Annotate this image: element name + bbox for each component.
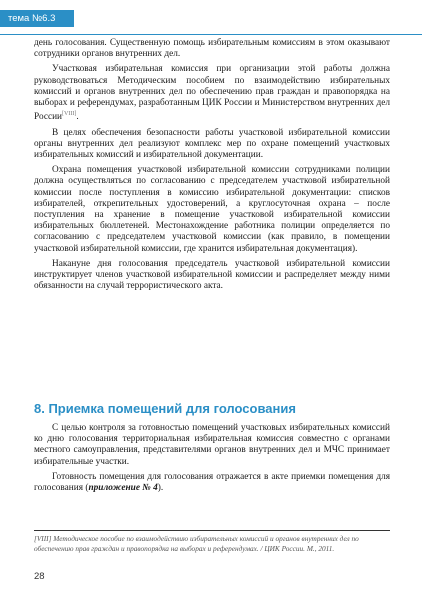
paragraph: В целях обеспечения безопасности работы участковой избирательной комиссии органы внутренних дел реализуют комплекс мер по охране помещений участковых избирательных комиссий и избирательной документации. xyxy=(34,127,390,160)
paragraph: Участковая избирательная комиссия при организации этой работы должна руководствоваться Методическим пособием по взаимодействию избирательных комиссий и органов внутренних дел по обеспечению прав граждан и правопорядка на выборах и референдумах, разработанным ЦИК России и Министерством внутренних дел России[VIII]. xyxy=(34,64,390,123)
paragraph: Охрана помещения участковой избирательной комиссии сотрудниками полиции должна осуществляться по согласованию с председателем участковой избирательной комиссии после поступления в комиссию избирательной документации: списков избирателей, открепительных удостоверений, а круглосуточная охрана – после поступления на хранение в помещение участковой избирательной комиссии избирательных бюллетеней. Местонахождение работника полиции определяется по согласованию с председателем участковой комиссии (как правило, в помещении участковой избирательной комиссии, где хранится избирательная документация). xyxy=(34,165,390,254)
paragraph: Накануне дня голосования председатель участковой избирательной комиссии инструктирует членов участковой избирательной комиссии и распределяет между ними обязанности на случай террористического акта. xyxy=(34,258,390,292)
paragraph-text: Участковая избирательная комиссия при организации этой работы должна руководствоваться Методическим пособием по взаимодействию избирательных комиссий и органов внутренних дел по обеспечению прав граждан и правопорядка на выборах и референдумах, разработанным ЦИК России и Министерством внутренних дел России xyxy=(34,64,390,123)
paragraph: С целью контроля за готовностью помещений участковых избирательных комиссий ко дню голосования территориальная избирательная комиссия совместно с органами местного самоуправления, представителями органов внутренних дел и МЧС принимает избирательные участки. xyxy=(34,423,390,467)
page-number: 28 xyxy=(34,571,45,582)
footnote-divider xyxy=(34,530,390,531)
body-text-top xyxy=(34,38,390,296)
footnote: [VIII] Методическое пособие по взаимодействию избирательных комиссий и органов внутренних дел по обеспечению прав граждан и правопорядка на выборах и референдумах. / ЦИК России. М., 2011. xyxy=(34,534,359,553)
appendix-reference: приложение № 4 xyxy=(88,483,158,494)
paragraph-text: Готовность помещения для голосования отражается в акте приемки помещения для голосования ( xyxy=(34,471,390,494)
section-heading: 8. Приемка помещений для голосования xyxy=(34,401,296,416)
footnote-reference[interactable]: [VIII] xyxy=(62,111,77,118)
body-text-bottom xyxy=(34,423,390,498)
topic-label: тема №6.3 xyxy=(0,10,74,27)
paragraph: день голосования. Существенную помощь избирательным комиссиям в этом оказывают сотрудники органов внутренних дел. xyxy=(34,38,390,60)
paragraph-end: ). xyxy=(157,483,164,494)
header-rule xyxy=(0,34,422,35)
paragraph xyxy=(34,472,390,494)
